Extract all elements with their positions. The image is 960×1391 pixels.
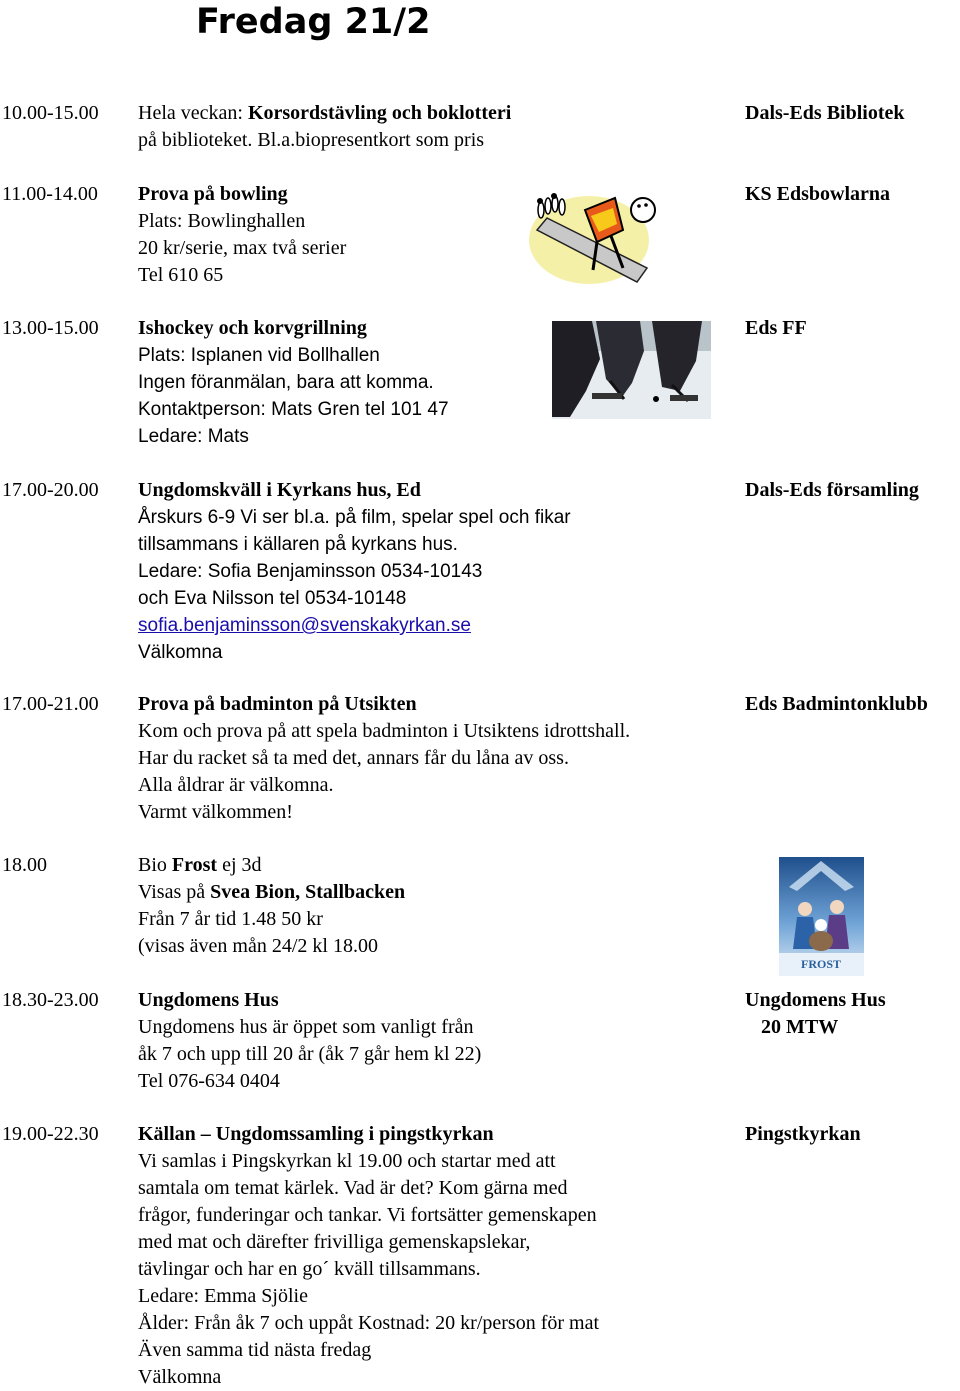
event-line: Ledare: Mats [138,426,249,447]
event-time: 17.00-21.00 [2,693,99,715]
event-description [138,987,481,1095]
event-time: 19.00-22.30 [2,1123,99,1145]
event-line: Plats: Isplanen vid Bollhallen [138,345,380,366]
event-description [138,477,571,666]
event-line [138,612,571,639]
hockey-photo-icon [552,321,711,419]
event-title [138,477,571,504]
event-line: Kontaktperson: Mats Gren tel 101 47 [138,399,449,420]
event-organizer: KS Edsbowlarna [745,183,891,205]
event-line: Plats: Bowlinghallen [138,210,306,232]
event-line: Ingen föranmälan, bara att komma. [138,372,434,393]
event-title [138,691,630,718]
text: ej 3d [217,854,262,876]
text: Ungdomens Hus [138,989,279,1011]
event-line: tävlingar och har en go´ kväll tillsammans. [138,1258,481,1280]
event-line: Vi samlas i Pingskyrkan kl 19.00 och startar med att [138,1150,556,1172]
event-line: Ungdomens hus är öppet som vanligt från [138,1016,474,1038]
event-line: frågor, funderingar och tankar. Vi fortsätter gemenskapen [138,1204,597,1226]
bowling-clipart-icon [527,190,665,287]
event-description [138,181,346,289]
event-organizer: Dals-Eds Bibliotek [745,102,905,124]
event-line [138,100,511,127]
event-time: 10.00-15.00 [2,102,99,124]
text: Ishockey och korvgrillning [138,317,367,339]
event-organizer: Pingstkyrkan [745,1123,861,1145]
event-description [138,691,630,826]
event-line: Ålder: Från åk 7 och uppåt Kostnad: 20 kr/person för mat [138,1312,600,1334]
event-description [138,315,449,450]
event-line: Alla åldrar är välkomna. [138,774,334,796]
event-time: 13.00-15.00 [2,317,99,339]
event-line: med mat och därefter frivilliga gemenskapslekar, [138,1231,531,1253]
text: Hela veckan: [138,102,248,124]
event-title [138,1121,599,1148]
event-line: Även samma tid nästa fredag [138,1339,372,1361]
page-title: Fredag 21/2 [196,2,431,42]
event-time: 18.30-23.00 [2,989,99,1011]
event-line: (visas även mån 24/2 kl 18.00 [138,935,378,957]
event-organizer: Eds Badmintonklubb [745,693,928,715]
event-line: åk 7 och upp till 20 år (åk 7 går hem kl 22) [138,1043,482,1065]
event-line: Från 7 år tid 1.48 50 kr [138,908,323,930]
event-description [138,100,511,154]
event-line: Årskurs 6-9 Vi ser bl.a. på film, spelar spel och fikar [138,507,571,528]
event-time: 11.00-14.00 [2,183,98,205]
event-organizer: Dals-Eds församling [745,479,919,501]
event-line: Tel 076-634 0404 [138,1070,280,1092]
event-line: samtala om temat kärlek. Vad är det? Kom gärna med [138,1177,568,1199]
text: Prova på bowling [138,183,288,205]
text: Ungdomskväll i Kyrkans hus, Ed [138,479,421,501]
text: Visas på [138,881,211,903]
event-line: Välkomna [138,642,223,663]
event-line: 20 kr/serie, max två serier [138,237,347,259]
event-organizer-secondary: 20 MTW [761,1016,839,1038]
event-organizer: Eds FF [745,317,807,339]
event-line: på biblioteket. Bl.a.biopresentkort som pris [138,129,485,151]
event-title [138,315,449,342]
event-description [138,852,405,960]
poster-title: FROST [800,957,842,971]
text: Prova på badminton på Utsikten [138,693,417,715]
event-title [138,987,481,1014]
event-line [138,852,405,879]
event-time: 18.00 [2,854,47,876]
event-line: och Eva Nilsson tel 0534-10148 [138,588,407,609]
frost-poster-icon [779,857,864,976]
event-organizer: Ungdomens Hus [745,989,886,1011]
event-line: Ledare: Sofia Benjaminsson 0534-10143 [138,561,483,582]
text: Källan – Ungdomssamling i pingstkyrkan [138,1123,494,1145]
event-line: Kom och prova på att spela badminton i Utsiktens idrottshall. [138,720,631,742]
venue: Svea Bion, Stallbacken [210,881,406,903]
event-line: tillsammans i källaren på kyrkans hus. [138,534,458,555]
event-line: Varmt välkommen! [138,801,293,823]
event-line: Ledare: Emma Sjölie [138,1285,308,1307]
event-line: Har du racket så ta med det, annars får du låna av oss. [138,747,569,769]
movie-title: Frost [171,854,218,876]
event-time: 17.00-20.00 [2,479,99,501]
event-line: Tel 610 65 [138,264,224,286]
email-link[interactable]: sofia.benjaminsson@svenskakyrkan.se [138,615,471,636]
text: Bio [138,854,172,876]
event-line [138,879,405,906]
event-line: Välkomna [138,1366,222,1388]
event-description [138,1121,599,1391]
event-title [138,181,346,208]
event-title: Korsordstävling och boklotteri [247,102,512,124]
